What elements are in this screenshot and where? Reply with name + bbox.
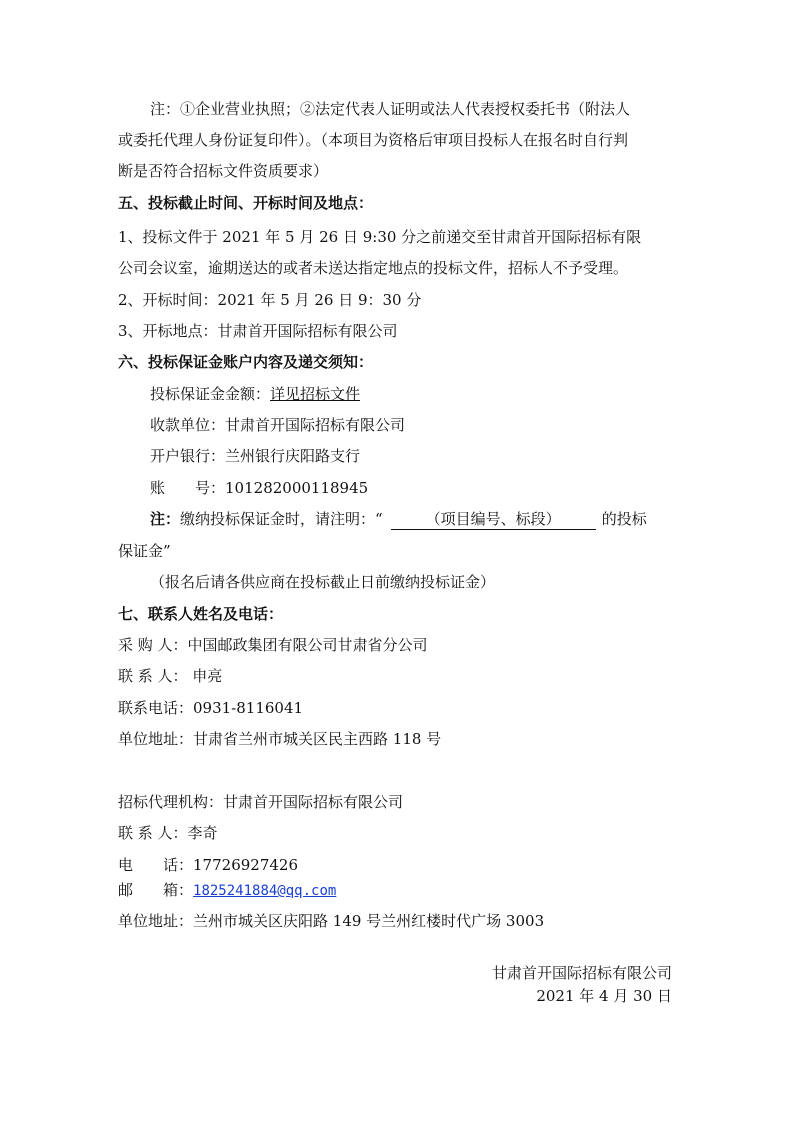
agency-email <box>118 880 336 901</box>
deposit-note-label: 注： <box>150 510 181 528</box>
agency-email-label: 邮 箱： <box>118 881 194 899</box>
deposit-note <box>150 509 647 530</box>
payee: 收款单位：甘肃首开国际招标有限公司 <box>150 416 406 434</box>
agency-contact: 联 系 人：李奇 <box>118 824 218 842</box>
account-label: 账 号： <box>150 479 226 497</box>
account-value: 101282000118945 <box>225 479 369 497</box>
signature-date: 2021 年 4 月 30 日 <box>536 987 672 1005</box>
deposit-note-line-2: 保证金” <box>118 542 171 560</box>
agency-name: 招标代理机构：甘肃首开国际招标有限公司 <box>118 793 404 811</box>
agency-phone <box>118 855 298 875</box>
deposit-amount-label: 投标保证金金额： <box>150 385 271 403</box>
purchaser-phone: 联系电话：0931-8116041 <box>118 699 304 717</box>
deposit-note-tail: 的投标 <box>601 510 647 528</box>
note-line-2: 或委托代理人身份证复印件）。（本项目为资格后审项目投标人在报名时自行判 <box>118 131 629 149</box>
deposit-note-text: 缴纳投标保证金时，请注明：“ <box>180 510 383 528</box>
purchaser: 采 购 人：中国邮政集团有限公司甘肃省分公司 <box>118 636 428 654</box>
account <box>150 478 368 498</box>
agency-phone-value: 17726927426 <box>193 856 298 874</box>
section5-item2: 2、开标时间：2021 年 5 月 26 日 9：30 分 <box>118 291 422 309</box>
purchaser-contact: 联 系 人： 申亮 <box>118 667 223 685</box>
purchaser-address: 单位地址：甘肃省兰州市城关区民主西路 118 号 <box>118 730 442 748</box>
signature-company: 甘肃首开国际招标有限公司 <box>491 964 672 982</box>
deposit-amount <box>150 384 360 404</box>
deposit-reminder: （报名后请各供应商在投标截止日前缴纳投标证金） <box>150 573 496 591</box>
section5-heading: 五、投标截止时间、开标时间及地点： <box>118 194 374 212</box>
section6-heading: 六、投标保证金账户内容及递交须知： <box>118 353 374 371</box>
section5-item3: 3、开标地点：甘肃首开国际招标有限公司 <box>118 322 398 340</box>
deposit-amount-value: 详见招标文件 <box>270 385 361 403</box>
agency-address: 单位地址：兰州市城关区庆阳路 149 号兰州红楼时代广场 3003 <box>118 912 545 930</box>
agency-phone-label: 电 话： <box>118 856 194 874</box>
deposit-note-blank: （项目编号、标段） <box>391 509 596 530</box>
note-line-1: 注：①企业营业执照；②法定代表人证明或法人代表授权委托书（附法人 <box>150 100 631 118</box>
section7-heading: 七、联系人姓名及电话： <box>118 605 284 623</box>
email-link[interactable]: 1825241884@qq.com <box>193 883 337 899</box>
section5-item1-line2: 公司会议室，逾期送达的或者未送达指定地点的投标文件，招标人不予受理。 <box>118 259 629 277</box>
bank: 开户银行：兰州银行庆阳路支行 <box>150 447 361 465</box>
section5-item1-line1: 1、投标文件于 2021 年 5 月 26 日 9:30 分之前递交至甘肃首开国际招标有限 <box>118 228 642 246</box>
note-line-3: 断是否符合招标文件资质要求） <box>118 162 329 180</box>
